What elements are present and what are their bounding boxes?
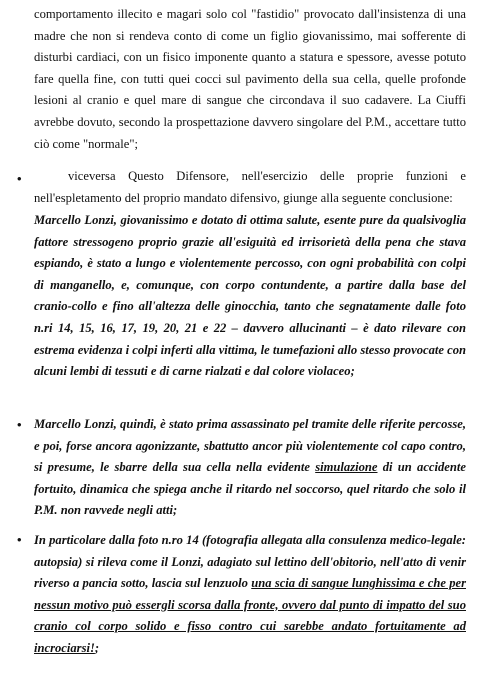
text-run: ; — [94, 640, 100, 655]
text-run: In particolare dalla foto n.ro 14 (fotografia allegata alla consulenza medico-legale: autopsia) si rileva come il Lonzi, adagiato sul lettino dell'obitorio, nell'atto di venir riverso a pancia sotto, lascia sul lenzuolo — [34, 533, 466, 591]
underlined-text: simulazione — [315, 460, 378, 475]
paragraph-defender-conclusion — [34, 166, 466, 209]
paragraph-continuation — [34, 4, 466, 155]
bullet-mark: • — [17, 171, 22, 186]
text-run: comportamento illecito e magari solo col "fastidio" provocato dall'insistenza di una madre che non si rendeva conto di come un figlio giovanissimo, mai sofferente di disturbi cardiaci, con un fisico imponente quanto a statura e spessore, avesse potuto fare quella fine, con tutti quei cocci sul pavimento della sua cella, quelle profonde lesioni al cranio e quel mare di sangue che circondava il suo cadavere. La Ciuffi avrebbe dovuto, secondo la prospettazione davvero singolare del P.M., accettare tutto ciò come "normale"; — [34, 7, 466, 151]
text-run: di un accidente fortuito, dinamica che spiega anche il ritardo nel soccorso, quel ritardo che solo il P.M. non ravvede negli atti; — [34, 460, 466, 518]
paragraph-beating — [34, 210, 466, 383]
paragraph-photo-14 — [34, 530, 466, 660]
bullet-mark: • — [17, 532, 22, 547]
text-run: viceversa Questo Difensore, nell'esercizio delle proprie funzioni e nell'espletamento del proprio mandato difensivo, giunge alla seguente conclusione: — [34, 169, 466, 205]
bullet-mark: • — [17, 417, 22, 432]
text-run: Marcello Lonzi, giovanissimo e dotato di ottima salute, esente pure da qualsivoglia fattore stressogeno proprio grazie all'esiguità ed irrisorietà della pena che stava espiando, è stato a lungo e violentemente percosso, con ogni probabilità con colpi di manganello, e, comunque, con corpo contundente, a partire dalla base del cranio-collo e fino all'altezza delle ginocchia, tanto che segnatamente dalle foto n.ri 14, 15, 16, 17, 19, 20, 21 e 22 – davvero allucinanti – è dato rilevare con estrema evidenza i colpi inferti alla vittima, le tumefazioni allo stesso provocate con alcuni lembi di tessuti e di carne rialzati e dal colore violaceo; — [34, 213, 467, 379]
underlined-text: una scia di sangue lunghissima e che per nessun motivo può essergli scorsa dalla fronte, ovvero dal punto di impatto del suo cranio col corpo solido e fisso contro cui sarebbe andato fortuitamente ad incrociarsi! — [34, 576, 466, 655]
text-run: Marcello Lonzi, quindi, è stato prima assassinato pel tramite delle riferite percosse, e poi, forse ancora agonizzante, sbattutto ancor più violentemente col capo contro, si presume, le sbarre della sua cella nella evidente — [34, 417, 466, 475]
paragraph-murder — [34, 414, 466, 522]
